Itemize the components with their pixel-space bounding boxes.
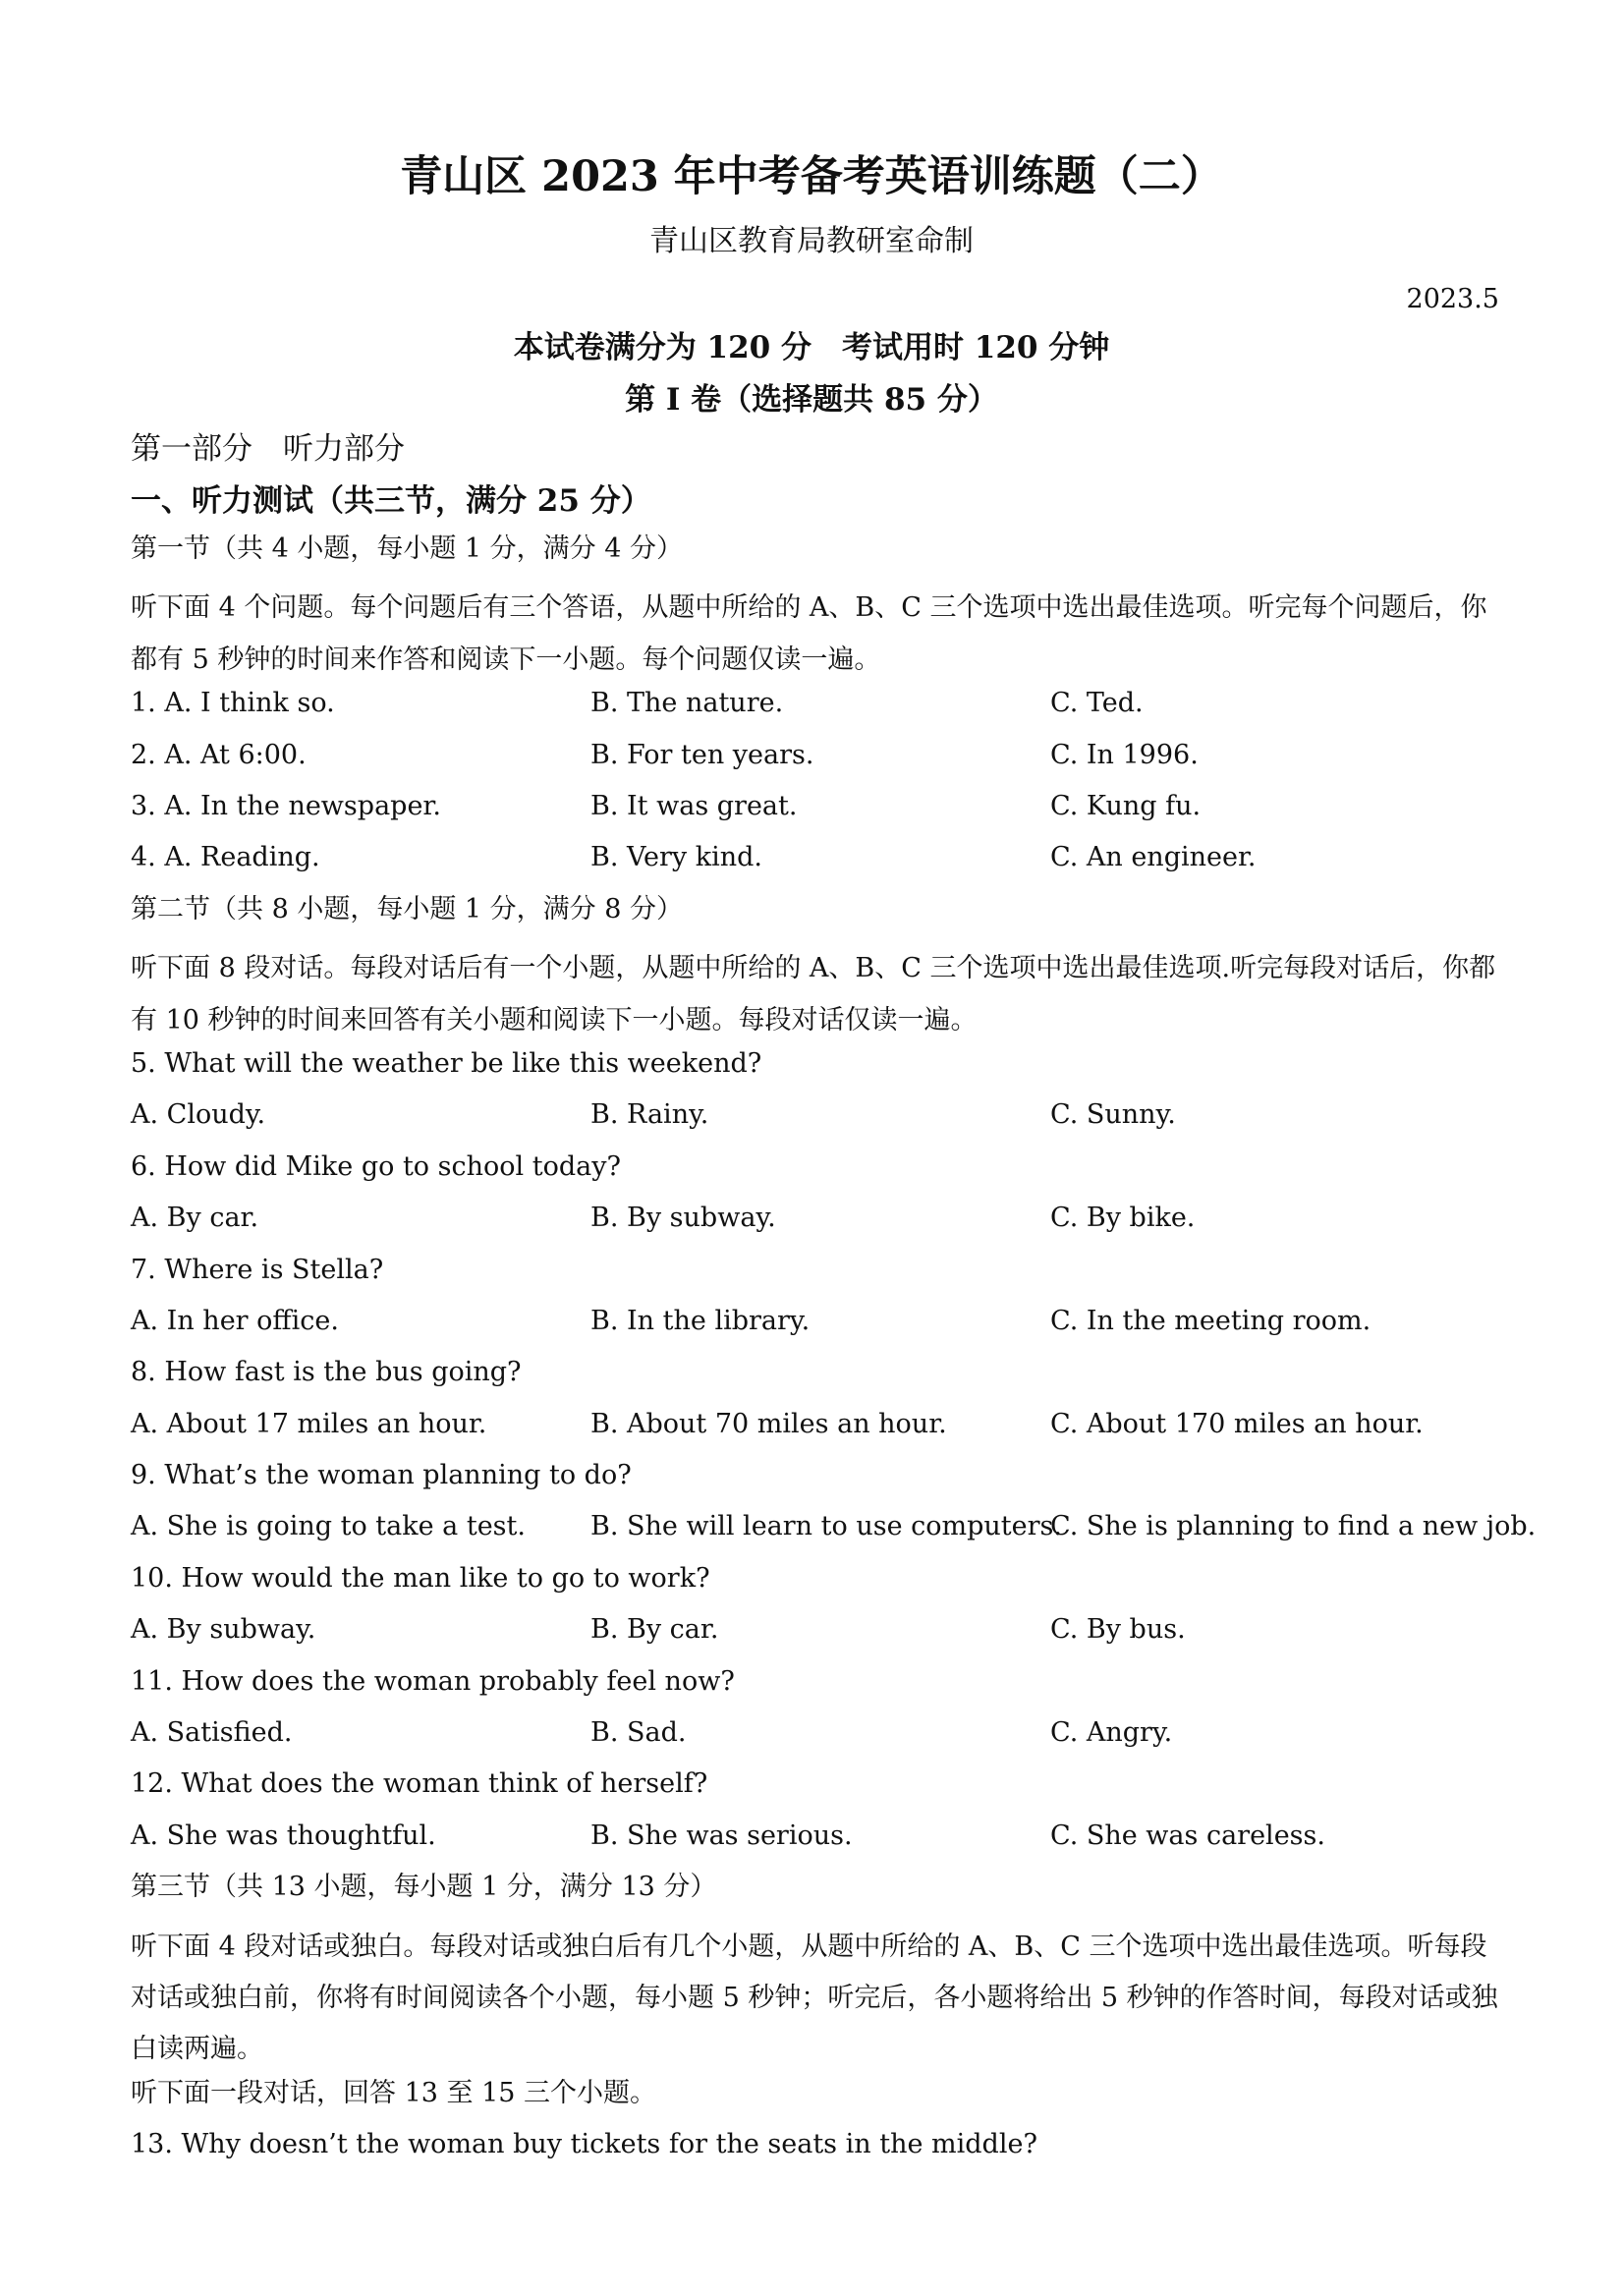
option-b: B. It was great. (590, 790, 798, 821)
subsection-2-title: 第二节（共 8 小题，每小题 1 分，满分 8 分） (131, 893, 684, 924)
exam-content (131, 428, 1537, 2179)
options-row (131, 1509, 1537, 1560)
option-a: 1. A. I think so. (131, 688, 335, 719)
option-a: A. She is going to take a test. (131, 1511, 526, 1542)
option-c: C. Ted. (1050, 688, 1144, 719)
options-row (131, 1819, 1506, 1870)
option-c: C. Kung fu. (1050, 790, 1202, 821)
option-b: B. In the library. (590, 1305, 811, 1336)
option-b: B. By car. (590, 1614, 719, 1646)
question-stem: 8. How fast is the bus going? (131, 1357, 522, 1388)
question-stem: 7. Where is Stella? (131, 1254, 384, 1285)
option-c: C. By bus. (1050, 1614, 1186, 1646)
question-stem: 9. What’s the woman planning to do? (131, 1460, 632, 1491)
option-c: C. In 1996. (1050, 739, 1199, 770)
option-a: A. Cloudy. (131, 1099, 266, 1131)
option-a: 4. A. Reading. (131, 842, 320, 873)
option-b: B. About 70 miles an hour. (590, 1408, 947, 1439)
option-b: B. She was serious. (590, 1820, 853, 1851)
option-a: A. She was thoughtful. (131, 1820, 436, 1851)
option-b: B. Sad. (590, 1717, 687, 1749)
question-stem: 13. Why doesn’t the woman buy tickets for the seats in the middle? (131, 2129, 1037, 2160)
option-a: A. By subway. (131, 1614, 316, 1646)
options-row (131, 1201, 1506, 1252)
exam-title: 青山区 2023 年中考备考英语训练题（二） (400, 152, 1223, 201)
option-b: B. Very kind. (590, 842, 762, 873)
question-row (131, 840, 1506, 891)
subsection-3-title: 第三节（共 13 小题，每小题 1 分，满分 13 分） (131, 1872, 717, 1903)
question-stem: 5. What will the weather be like this weekend? (131, 1047, 762, 1079)
exam-date: 2023.5 (1406, 284, 1499, 314)
option-c: C. An engineer. (1050, 842, 1257, 873)
options-row (131, 1612, 1506, 1663)
option-c: C. In the meeting room. (1050, 1305, 1371, 1336)
options-row (131, 1097, 1506, 1148)
question-row (131, 789, 1506, 840)
question-stem: 11. How does the woman probably feel now? (131, 1665, 735, 1697)
option-a: A. In her office. (131, 1305, 339, 1336)
exam-subtitle: 青山区教育局教研室命制 (649, 224, 974, 258)
section-heading: 一、听力测试（共三节，满分 25 分） (131, 483, 651, 519)
option-a: 3. A. In the newspaper. (131, 790, 441, 821)
subsection-3-instruction: 听下面 4 段对话或独白。每段对话或独白后有几个小题，从题中所给的 A、B、C 三个选项中选出最佳选项。听每段对话或独白前，你将有时间阅读各个小题，每小题 5 秒钟；听完后，各小题将给出 5 秒钟的作答时间，每段对话或独白读两遍。 (131, 1931, 1498, 2065)
question-row (131, 686, 1506, 737)
option-c: C. About 170 miles an hour. (1050, 1408, 1424, 1439)
question-stem: 10. How would the man like to go to work? (131, 1562, 710, 1594)
option-b: B. She will learn to use computers. (590, 1511, 1062, 1542)
question-stem: 12. What does the woman think of herself? (131, 1768, 708, 1800)
option-a: 2. A. At 6:00. (131, 739, 307, 770)
option-c: C. She is planning to find a new job. (1050, 1511, 1537, 1542)
question-row (131, 738, 1506, 789)
option-b: B. The nature. (590, 688, 784, 719)
volume-heading: 第 I 卷（选择题共 85 分） (625, 382, 998, 418)
question-stem: 6. How did Mike go to school today? (131, 1150, 621, 1182)
options-row (131, 1715, 1506, 1766)
option-b: B. By subway. (590, 1203, 776, 1234)
option-b: B. For ten years. (590, 739, 814, 770)
option-c: C. Sunny. (1050, 1099, 1176, 1131)
subsection-1-title: 第一节（共 4 小题，每小题 1 分，满分 4 分） (131, 533, 684, 564)
subsection-2-instruction: 听下面 8 段对话。每段对话后有一个小题，从题中所给的 A、B、C 三个选项中选出最佳选项.听完每段对话后，你都有 10 秒钟的时间来回答有关小题和阅读下一小题。每段对话仅读一遍。 (131, 953, 1496, 1036)
options-row (131, 1407, 1506, 1458)
option-a: A. About 17 miles an hour. (131, 1408, 487, 1439)
option-a: A. By car. (131, 1203, 259, 1234)
option-c: C. Angry. (1050, 1717, 1173, 1749)
option-a: A. Satisfied. (131, 1717, 293, 1749)
option-c: C. By bike. (1050, 1203, 1196, 1234)
score-time-line: 本试卷满分为 120 分 考试用时 120 分钟 (513, 330, 1110, 365)
subsection-1-instruction: 听下面 4 个问题。每个问题后有三个答语，从题中所给的 A、B、C 三个选项中选出最佳选项。听完每个问题后，你都有 5 秒钟的时间来作答和阅读下一小题。每个问题仅读一遍。 (131, 592, 1487, 675)
options-row (131, 1304, 1506, 1355)
option-b: B. Rainy. (590, 1099, 709, 1131)
dialogue-instruction: 听下面一段对话，回答 13 至 15 三个小题。 (131, 2077, 657, 2108)
option-c: C. She was careless. (1050, 1820, 1325, 1851)
part-heading: 第一部分 听力部分 (131, 431, 405, 467)
